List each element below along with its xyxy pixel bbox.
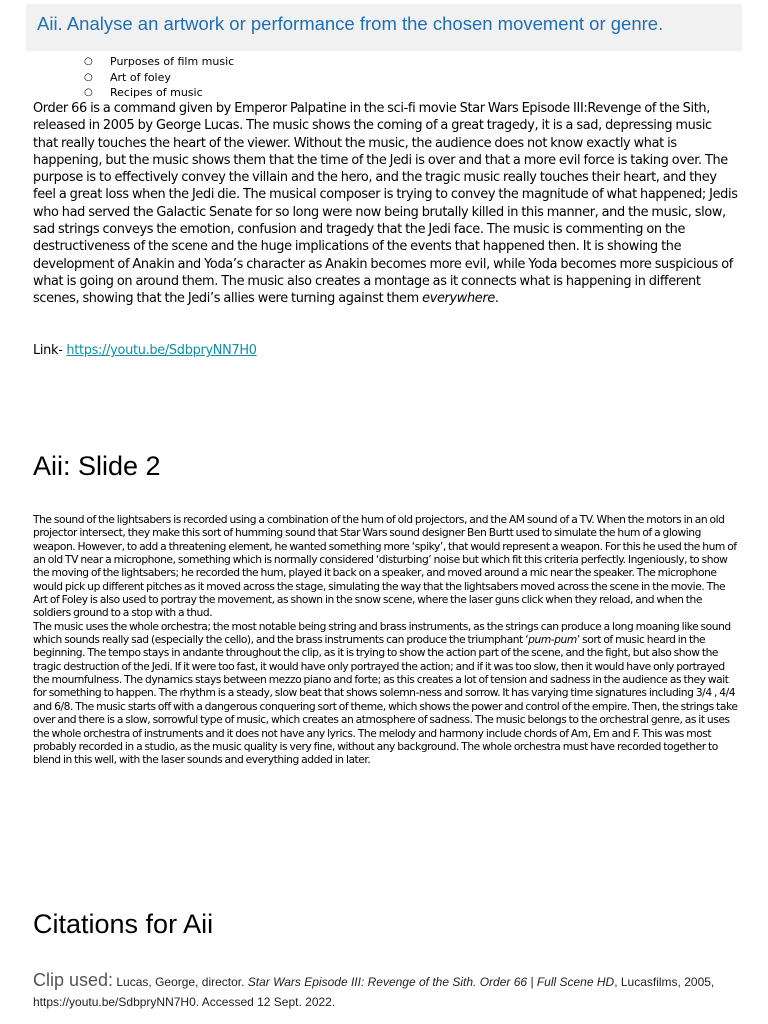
list-item: ○ Purposes of film music — [84, 55, 235, 68]
video-link-line: Link- https://youtu.be/SdbpryNN7H0 — [33, 343, 257, 358]
section-heading-bar — [26, 4, 742, 51]
music-paragraph: The music uses the whole orchestra; the most notable being string and brass instruments, as the strings can produce a long moaning like sound which sounds really sad (especially the cello), and the brass instruments can produce the triumphant ‘pum-pum’ sort of music heard in the beginning. The tempo stays in andante throughout the clip, as it is trying to show the action part of the scene, and the fight, but also show the tragic destruction of the Jedi. If it were too fast, it would have only portrayed the action; and if it was too slow, then it would have only portrayed the mournfulness. The dynamics stays between mezzo piano and forte; as this creates a lot of tension and sadness in the audience as they wait for something to happen. The rhythm is a steady, slow beat that shows solemn-ness and sorrow. It has varying time signatures including 3/4 , 4/4 and 6/8. The music starts off with a dangerous conquering sort of theme, which shows the power and control of the empire. Then, the strings take over and there is a slow, sorrowful type of music, which creates an atmosphere of sadness. The music belongs to the orchestral genre, as it uses the whole orchestra of instruments and it does not have any lyrics. The melody and harmony include chords of Am, Em and F. This was most probably recorded in a studio, as the music quality is very fine, without any background. The whole orchestra must have recorded together to blend in this well, with the laser sounds and everything added in later. — [33, 619, 738, 767]
slide-title: Aii: Slide 2 — [33, 451, 161, 481]
list-item: ○ Recipes of music — [84, 86, 203, 99]
video-link[interactable]: https://youtu.be/SdbpryNN7H0 — [66, 343, 257, 358]
lightsaber-paragraph: The sound of the lightsabers is recorded using a combination of the hum of old projectors, and the AM sound of a TV. When the motors in an old projector intersect, they make this sort of humming sound that Star Wars sound designer Ben Burtt used to simulate the hum of a glowing weapon. However, to add a threatening element, he wanted something more ‘spiky’, that would represent a weapon. For this he used the hum of an old TV near a microphone, something which is normally considered ‘disturbing’ noise but which fit this criteria perfectly. Ingeniously, to show the moving of the lightsabers; he recorded the hum, played it back on a speaker, and moved around a mic near the speaker. The microphone would pick up different pitches as it moved across the stage, simulating the way that the lightsabers moved across the scene in the movie. The Art of Foley is also used to portray the movement, as shown in the snow scene, where the laser guns click when they reload, and when the soldiers ground to a stop with a thud. — [33, 513, 737, 620]
analysis-paragraph: Order 66 is a command given by Emperor Palpatine in the sci-fi movie Star Wars Episode III:Revenge of the Sith, released in 2005 by George Lucas. The music shows the coming of a great tragedy, it is a sad, depressing music that really touches the heart of the viewer. Without the music, the audience does not know exactly what is happening, but the music shows them that the time of the Jedi is over and that a more evil force is taking over. The purpose is to effectively convey the villain and the hero, and the tragic music really touches their heart, and they feel a great loss when the Jedi die. The musical composer is trying to convey the magnitude of what happened; Jedis who had served the Galactic Senate for so long were now being brutally killed in this manner, and the music, slow, sad strings conveys the emotion, confusion and tragedy that the Jedi face. The music is commenting on the destructiveness of the scene and the huge implications of the events that happened then. It is showing the development of Anakin and Yoda’s character as Anakin becomes more evil, while Yoda becomes more suspicious of what is going on around them. The music also creates a montage as it connects what is happening in different scenes, showing that the Jedi’s allies were turning against them everywhere. — [33, 101, 738, 307]
circle-bullet-icon: ○ — [84, 87, 93, 98]
list-item: ○ Art of foley — [84, 70, 171, 84]
emphasis-text: everywhere — [422, 291, 495, 307]
citation-entry: Clip used: Lucas, George, director. Star Wars Episode III: Revenge of the Sith. Order 66 | Full Scene HD, Lucasfilms, 2005, https://youtu.be/SdbpryNN7H0. Accessed 12 Sept. 2022. — [33, 970, 715, 1009]
section-heading: Aii. Analyse an artwork or performance from the chosen movement or genre. — [37, 13, 664, 34]
clip-label: Clip used: — [33, 970, 114, 990]
circle-bullet-icon: ○ — [84, 56, 93, 67]
topic-list — [84, 54, 234, 101]
slide-body — [33, 513, 738, 767]
circle-bullet-icon: ○ — [84, 71, 93, 83]
citations-title: Citations for Aii — [33, 909, 214, 939]
